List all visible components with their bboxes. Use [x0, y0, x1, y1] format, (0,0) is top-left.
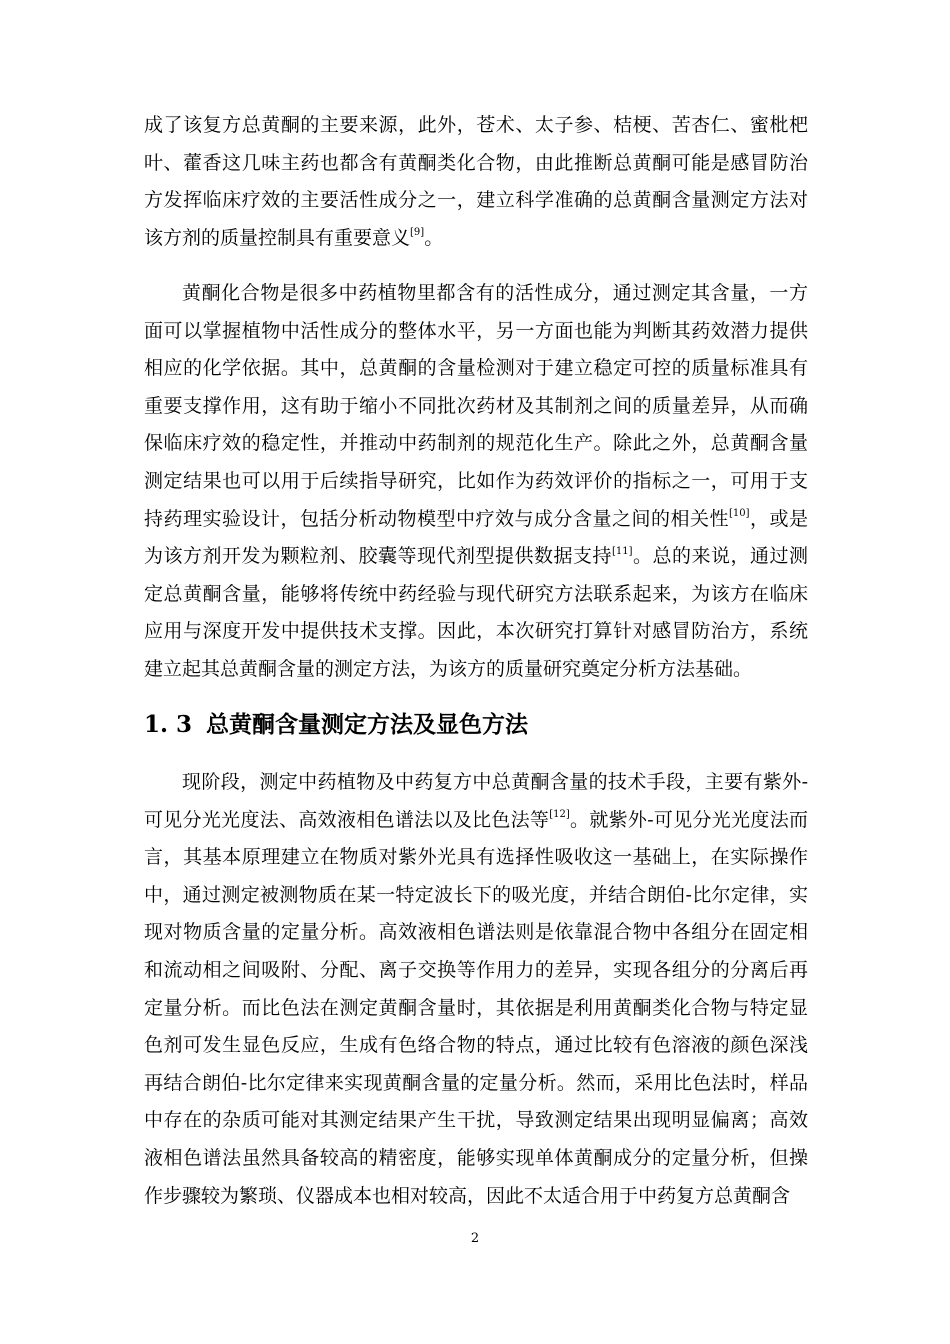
section-number: 1. 3	[144, 711, 193, 738]
section-title: 总黄酮含量测定方法及显色方法	[206, 712, 529, 738]
paragraph-text: 。就紫外-可见分光光度法而言，其基本原理建立在物质对紫外光具有选择性吸收这一基础上，在实际操作中，通过测定被测物质在某一特定波长下的吸光度，并结合朗伯-比尔定律，实现对物质含量的定量分析。高效液相色谱法则是依靠混合物中各组分在固定相和流动相之间吸附、分配、离子交换等作用力的差异，实现各组分的分离后再定量分析。而比色法在测定黄酮含量时，其依据是利用黄酮类化合物与特定显色剂可发生显色反应，生成有色络合物的特点，通过比较有色溶液的颜色深浅再结合朗伯-比尔定律来实现黄酮含量的定量分析。然而，采用比色法时，样品中存在的杂质可能对其测定结果产生干扰，导致测定结果出现明显偏离；高效液相色谱法虽然具备较高的精密度，能够实现单体黄酮成分的定量分析，但操作步骤较为繁琐、仪器成本也相对较高，因此不太适合用于中药复方总黄酮含	[144, 808, 808, 1207]
citation-ref-10: [10]	[728, 508, 750, 520]
paragraph-continuation	[144, 107, 808, 257]
citation-ref-11: [11]	[611, 545, 633, 557]
citation-ref-12: [12]	[549, 809, 570, 821]
paragraph-text: 成了该复方总黄酮的主要来源，此外，苍术、太子参、桔梗、苦杏仁、蜜枇杷叶、藿香这几味主药也都含有黄酮类化合物，由此推断总黄酮可能是感冒防治方发挥临床疗效的主要活性成分之一，建立科学准确的总黄酮含量测定方法对该方剂的质量控制具有重要意义	[144, 114, 808, 249]
paragraph-text: 。总的来说，通过测定总黄酮含量，能够将传统中药经验与现代研究方法联系起来，为该方在临床应用与深度开发中提供技术支撑。因此，本次研究打算针对感冒防治方，系统建立起其总黄酮含量的测定方法，为该方的质量研究奠定分析方法基础。	[144, 545, 808, 680]
section-heading	[144, 705, 808, 745]
paragraph-text: 黄酮化合物是很多中药植物里都含有的活性成分，通过测定其含量，一方面可以掌握植物中活性成分的整体水平，另一方面也能为判断其药效潜力提供相应的化学依据。其中，总黄酮的含量检测对于建立稳定可控的质量标准具有重要支撑作用，这有助于缩小不同批次药材及其制剂之间的质量差异，从而确保临床疗效的稳定性，并推动中药制剂的规范化生产。除此之外，总黄酮含量测定结果也可以用于后续指导研究，比如作为药效评价的指标之一，可用于支持药理实验设计，包括分析动物模型中疗效与成分含量之间的相关性	[144, 282, 808, 530]
paragraph-text: ，或是为该方剂开发为颗粒剂、胶囊等现代剂型提供数据支持	[144, 507, 808, 568]
citation-ref-9: [9]	[410, 227, 425, 239]
paragraph-text: 。	[424, 226, 444, 249]
paragraph-methods	[144, 764, 808, 1215]
page-number: 2	[470, 1231, 480, 1246]
paragraph-flavonoid-significance	[144, 275, 808, 689]
paragraph-text: 现阶段，测定中药植物及中药复方中总黄酮含量的技术手段，主要有紫外-可见分光光度法、高效液相色谱法以及比色法等	[144, 771, 808, 831]
